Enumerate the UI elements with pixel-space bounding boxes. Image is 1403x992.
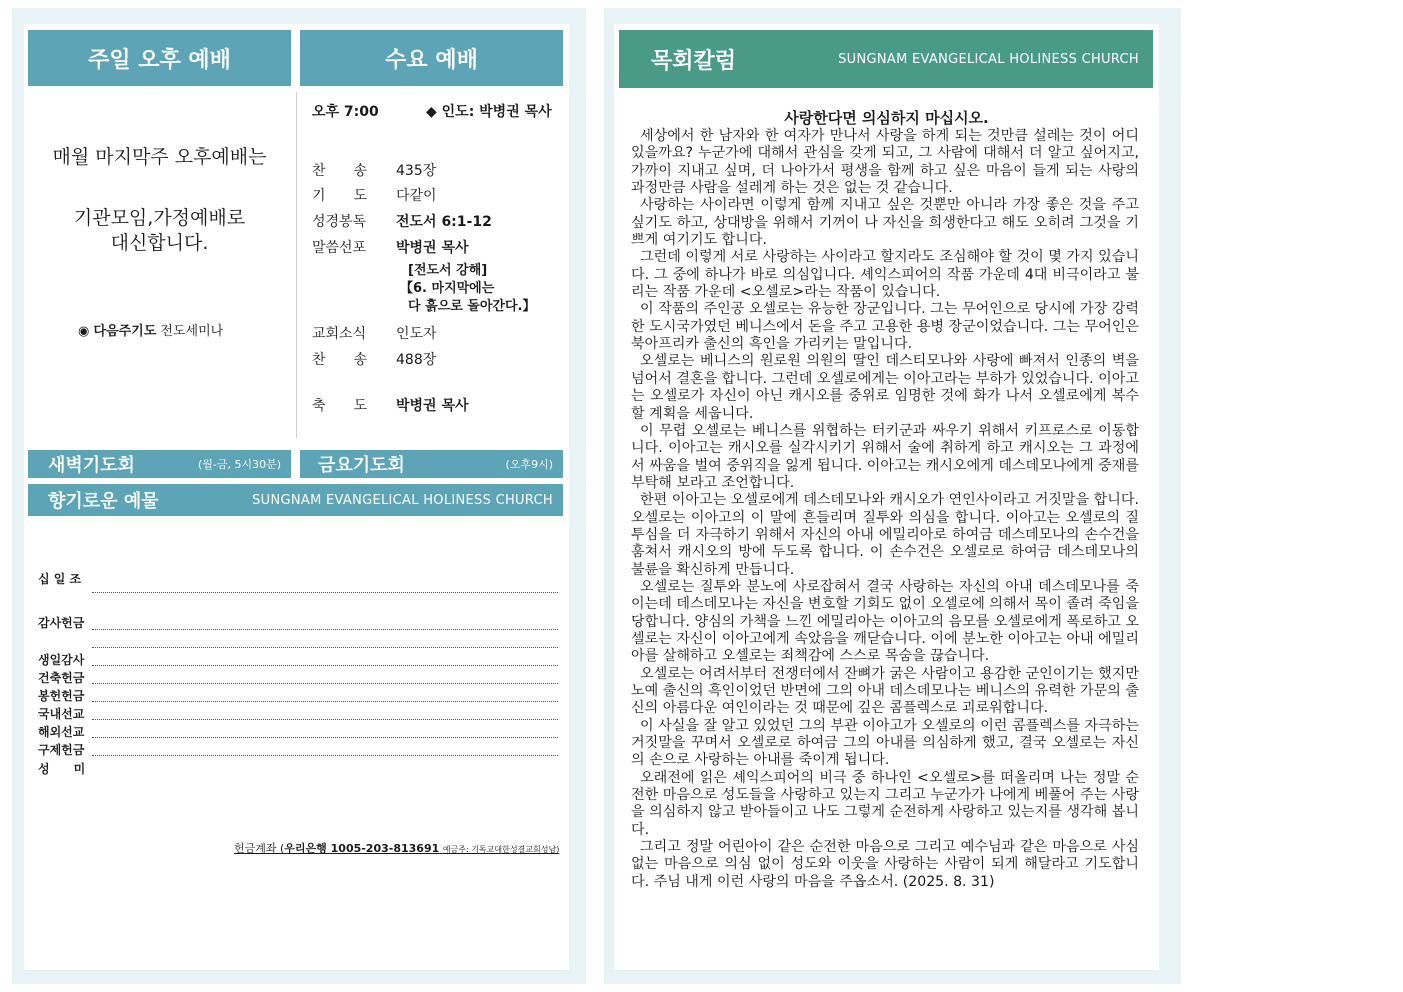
offering-line (92, 737, 558, 738)
offering-account (234, 840, 559, 856)
account-holder: 예금주: 기독교대한성결교회성남) (442, 845, 560, 854)
order-label: 찬 송 (312, 352, 368, 368)
next-prayer-value: 전도세미나 (160, 324, 224, 339)
offering-church-name: SUNGNAM EVANGELICAL HOLINESS CHURCH (252, 492, 553, 508)
account-prefix: 헌금계좌 ( (234, 842, 285, 855)
sermon-series: [전도서 강해] (408, 263, 488, 278)
offering-label: 감사헌금 (38, 616, 85, 630)
order-value: 435장 (396, 163, 437, 179)
friday-prayer-time: (오후9시) (505, 458, 553, 471)
offering-bar (28, 484, 563, 516)
sunday-notice-line2a: 기관모임,가정예배로 (73, 207, 246, 229)
column-paragraph: 세상에서 한 남자와 한 여자가 만나서 사랑을 하게 되는 것만큼 설레는 것이 어디 있을까요? 누군가에 대해서 관심을 갖게 되고, 그 사람에 대해서 더 알고 싶어지고, 가까이 지내고 싶며, 더 나아가서 평생을 함께 하고 싶은 마음이 들게 되는 사랑의 과정만큼 사람을 설레게 하는 것은 없는 것 같습니다. (631, 128, 1139, 197)
dawn-prayer-bar (28, 450, 291, 478)
column-paragraph: 오셀로는 질투와 분노에 사로잡혀서 결국 사랑하는 자신의 아내 데스데모나를 죽이는데 데스데모나는 자신을 변호할 기회도 없이 오셀로에 의해서 목이 졸려 죽임을 당합니다. 양심의 가책을 느낀 에밀리아는 이아고의 음모를 오셀로에게 폭로하고 오셀로는 자신이 이아고에게 속았음을 깨닫습니다. 이에 분노한 이아고는 아내 에밀리아를 살해하고 오셀로는 죄책감에 스스로 목숨을 끊습니다. (631, 578, 1139, 665)
friday-prayer-bar (300, 450, 563, 478)
next-prayer-label: 다음주기도 (93, 324, 157, 339)
offering-label: 해외선교 (38, 725, 85, 739)
column-paragraph: 오셀로는 어려서부터 전쟁터에서 잔뼈가 굵은 사람이고 용감한 군인이기는 했지만 노예 출신의 흑인이었던 반면에 그의 아내 데스데모나는 베니스의 유력한 가문의 출신의 아름다운 여인이라는 것 때문에 깊은 콤플렉스로 괴로워합니다. (631, 665, 1139, 717)
order-value: 다같이 (396, 188, 437, 204)
offering-line (92, 665, 558, 666)
dawn-prayer-title: 새벽기도회 (48, 455, 135, 476)
order-value: 박병권 목사 (396, 398, 469, 414)
wednesday-time-row (312, 101, 562, 121)
sermon-title-1: 【6. 마지막에는 (400, 281, 495, 296)
offering-line (92, 755, 558, 756)
offering-line (92, 683, 558, 684)
friday-prayer-title: 금요기도회 (318, 455, 405, 476)
order-label: 축 도 (312, 398, 368, 414)
column-paragraph: 그런데 이렇게 서로 사랑하는 사이라고 할지라도 조심해야 할 것이 몇 가지 있습니다. 그 중에 하나가 바로 의심입니다. 셰익스피어의 작품 가운데 4대 비극이라고 불리는 작품 가운데 <오셀로>라는 작품이 있습니다. (631, 249, 1139, 301)
offering-line (92, 629, 558, 630)
offering-label: 국내선교 (38, 707, 85, 721)
column-church-name: SUNGNAM EVANGELICAL HOLINESS CHURCH (838, 51, 1139, 67)
sunday-notice-line2b: 대신합니다. (110, 232, 209, 254)
order-label: 찬 송 (312, 163, 368, 179)
column-paragraph: 이 작품의 주인공 오셀로는 유능한 장군입니다. 그는 무어인으로 당시에 가장 강력한 도시국가였던 베니스에서 돈을 주고 고용한 용병 장군이었습니다. 그는 무어인은 북아프리카 출신의 흑인을 가리키는 말입니다. (631, 301, 1139, 353)
account-bank: 우리은행 1005-203-813691 (284, 842, 440, 855)
column-paragraph: 오래전에 읽은 셰익스피어의 비극 중 하나인 <오셀로>를 떠올리며 나는 정말 순전한 마음으로 성도들을 사랑하고 있는지 그리고 누군가가 나에게 베풀어 주는 사랑을 의심하지 않고 받아들이고 나도 그렇게 순전하게 사랑하고 있는지를 생각해 봅니다. (631, 769, 1139, 838)
offering-label: 십 일 조 (38, 572, 82, 586)
order-label: 기 도 (312, 188, 368, 204)
offering-title: 향기로운 예물 (48, 491, 159, 512)
order-value: 박병권 목사 (396, 240, 469, 256)
offering-line (92, 592, 558, 593)
sermon-title (400, 262, 535, 316)
dawn-prayer-time: (월-금, 5시30분) (197, 458, 281, 471)
sunday-notice-line1: 매월 마지막주 오후예배는 (52, 146, 267, 168)
wednesday-time: 오후 7:00 (312, 104, 379, 120)
next-prayer (78, 320, 223, 339)
sunday-service-title: 주일 오후 예배 (28, 30, 291, 86)
sermon-title-2: 다 흙으로 돌아간다.】 (408, 299, 536, 314)
offering-label: 구제헌금 (38, 743, 85, 757)
divider (296, 92, 297, 438)
sunday-service-notice (28, 92, 291, 442)
offering-label: 봉헌헌금 (38, 689, 85, 703)
offering-line (92, 719, 558, 720)
order-label: 교회소식 (312, 326, 367, 342)
column-heading: 사랑한다면 의심하지 마십시오. (784, 109, 989, 127)
sunday-notice-line2 (28, 206, 291, 256)
order-label: 말씀선포 (312, 240, 367, 256)
offering-line (92, 647, 558, 648)
column-paragraph: 그리고 정말 어린아이 같은 순전한 마음으로 그리고 예수님과 같은 마음으로 사심 없는 마음으로 의심 없이 성도와 이웃을 사랑하는 사람이 되게 해달라고 기도합니다. 주님 내게 이런 사랑의 마음을 주옵소서. (2025. 8. 31) (631, 839, 1139, 890)
order-value: 전도서 6:1-12 (396, 214, 492, 230)
column-paragraph: 사랑하는 사이라면 이렇게 함께 지내고 싶은 것뿐만 아니라 가장 좋은 것을 주고 싶기도 하고, 상대방을 위해서 기꺼이 나 자신을 희생한다고 해도 오히려 그것을 기쁘게 여기기도 합니다. (631, 197, 1139, 249)
column-body (631, 128, 1139, 891)
column-header (619, 30, 1153, 88)
offering-label: 생일감사 (38, 653, 85, 667)
wednesday-leader-text: 인도: 박병권 목사 (441, 104, 552, 120)
offering-label: 성 미 (38, 762, 86, 776)
order-label: 성경봉독 (312, 214, 367, 230)
offering-line (92, 701, 558, 702)
wednesday-leader: ◆ 인도: 박병권 목사 (426, 104, 552, 120)
wednesday-service-title: 수요 예배 (300, 30, 563, 86)
column-paragraph: 한편 이아고는 오셀로에게 데스데모나와 캐시오가 연인사이라고 거짓말을 합니다. 오셀로는 이아고의 이 말에 흔들리며 질투와 의심을 합니다. 이아고는 오셀로의 질투심을 더 자극하기 위해서 자신의 아내 에밀리아로 하여금 데스데모나의 손수건을 훔쳐서 캐시오의 방에 두도록 합니다. 이 손수건은 오셀로로 하여금 데스데모나의 불륜을 확신하게 만듭니다. (631, 492, 1139, 578)
column-title: 목회칼럼 (651, 48, 737, 74)
bullet-icon: ◉ (78, 324, 90, 339)
column-paragraph: 오셀로는 베니스의 원로원 의원의 딸인 데스티모나와 사랑에 빠져서 인종의 벽을 넘어서 결혼을 합니다. 그런데 오셀로에게는 이아고라는 부하가 있었습니다. 이아고는 오셀로가 자신이 아닌 캐시오를 중위로 임명한 것에 화가 나서 오셀로에게 복수할 계획을 세웁니다. (631, 353, 1139, 422)
column-paragraph: 이 무렵 오셀로는 베니스를 위협하는 터키군과 싸우기 위해서 키프로스로 이동합니다. 이아고는 캐시오를 실각시키기 위해서 술에 취하게 하고 캐시오는 그 과정에서 싸움을 벌여 중위직을 잃게 됩니다. 이아고는 캐시오에게 데스데모나에게 중재를 부탁해 보라고 조언합니다. (631, 422, 1139, 491)
offering-label: 건축헌금 (38, 671, 85, 685)
column-paragraph: 이 사실을 잘 알고 있었던 그의 부관 이아고가 오셀로의 이런 콤플렉스를 자극하는 거짓말을 꾸며서 오셀로로 하여금 그의 아내를 의심하게 했고, 결국 오셀로는 자신의 손으로 사랑하는 아내를 죽이게 됩니다. (631, 717, 1139, 769)
order-value: 인도자 (396, 326, 437, 342)
order-value: 488장 (396, 352, 437, 368)
